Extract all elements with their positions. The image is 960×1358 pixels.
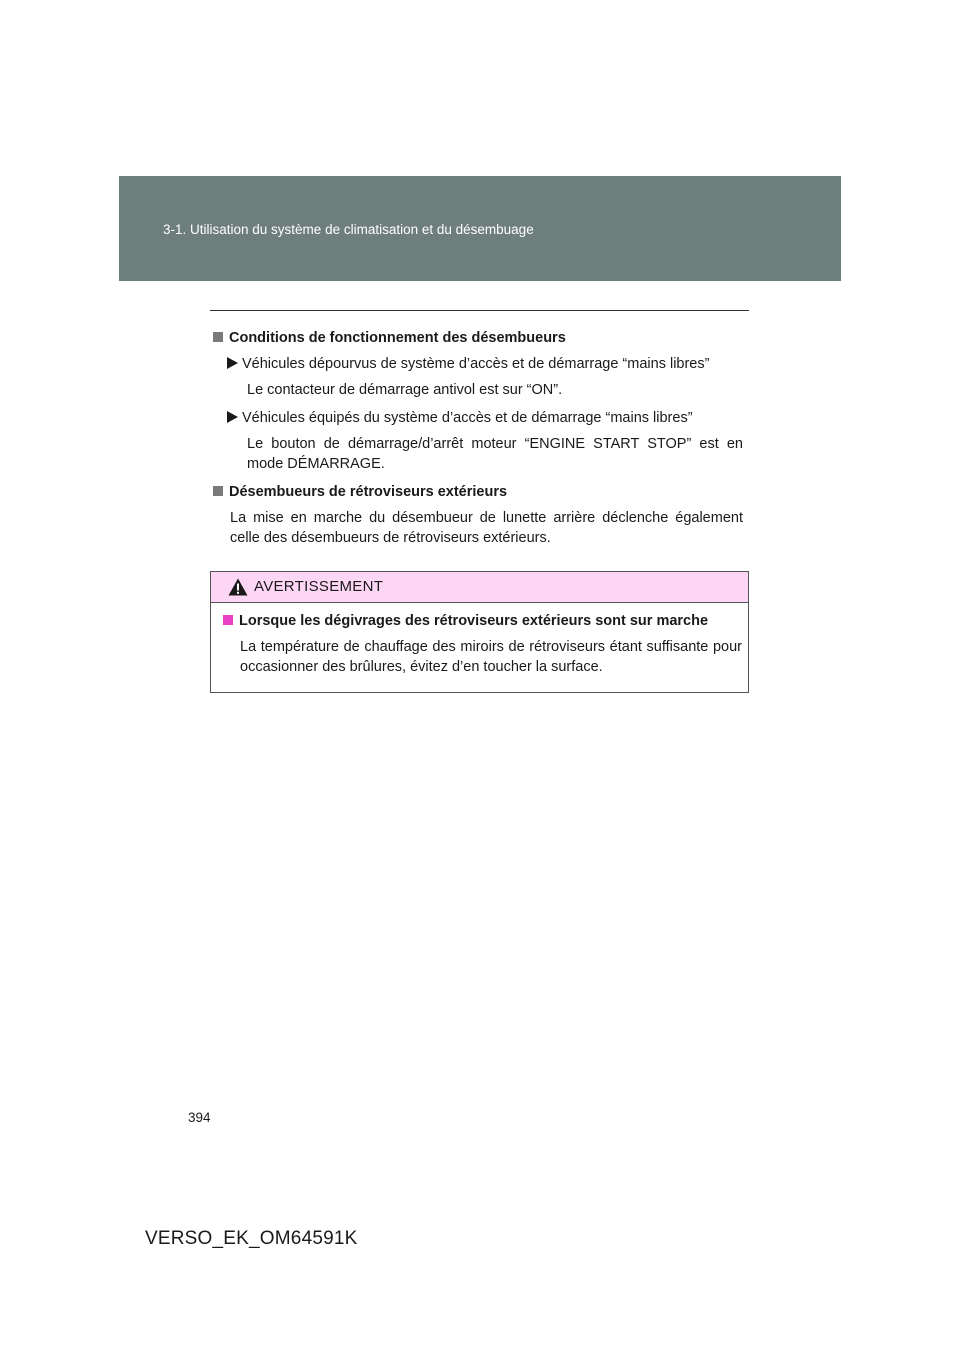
bullet-item [227,408,743,428]
chapter-header-band [119,176,841,281]
section-heading-conditions [213,328,743,348]
section-heading-text: Désembueurs de rétroviseurs extérieurs [229,484,508,500]
bullet-text: Véhicules dépourvus de système d’accès et de démarrage “mains libres” [242,356,710,372]
bullet-text: Véhicules équipés du système d’accès et de démarrage “mains libres” [242,410,693,426]
section-heading-mirror-defoggers [213,482,743,502]
bullet-item [227,354,743,374]
section-heading-text: Conditions de fonctionnement des désembueurs [229,330,566,346]
warning-header [211,572,748,603]
document-code: VERSO_EK_OM64591K [145,1228,358,1249]
section-square-icon [213,486,223,496]
warning-box [210,571,749,693]
top-divider [210,310,749,311]
page-number: 394 [188,1110,211,1125]
chapter-title: 3-1. Utilisation du système de climatisation et du désembuage [163,222,534,237]
warning-subheading [223,611,742,631]
warning-triangle-icon [228,578,248,596]
warning-title: AVERTISSEMENT [254,578,384,595]
warning-text: La température de chauffage des miroirs de rétroviseurs étant suffisante pour occasionner des brûlures, évitez d’en toucher la surface. [240,639,742,675]
triangle-bullet-icon [227,357,238,369]
section-square-icon [213,332,223,342]
main-content [213,328,743,556]
bullet-description: Le bouton de démarrage/d’arrêt moteur “ENGINE START STOP” est en mode DÉMARRAGE. [247,436,743,472]
section-body-text: La mise en marche du désembueur de lunette arrière déclenche également celle des désembueurs de rétroviseurs extérieurs. [230,510,743,546]
bullet-description: Le contacteur de démarrage antivol est sur “ON”. [247,382,563,398]
warning-square-icon [223,615,233,625]
warning-subheading-text: Lorsque les dégivrages des rétroviseurs extérieurs sont sur marche [239,613,709,629]
triangle-bullet-icon [227,411,238,423]
warning-body [211,603,748,677]
